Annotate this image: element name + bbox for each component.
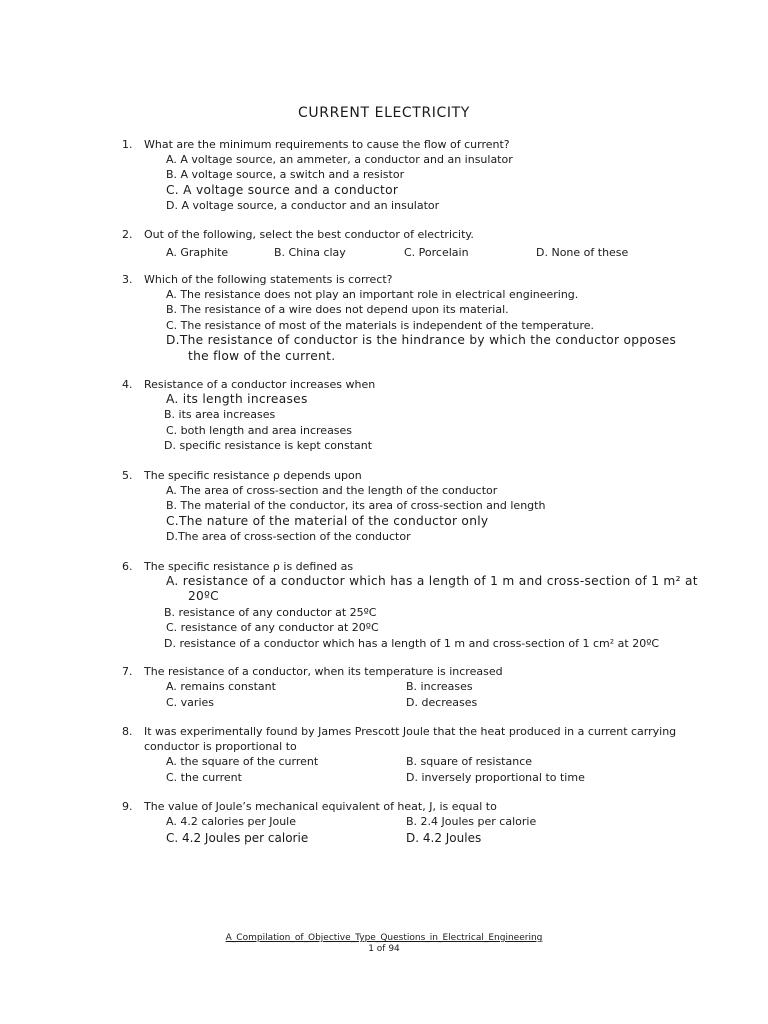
option-c: C. A voltage source and a conductor	[166, 182, 399, 197]
option-d: D. decreases	[406, 696, 478, 709]
option-b: B. 2.4 Joules per calorie	[406, 815, 537, 828]
question-text: The specific resistance ρ depends upon	[144, 469, 362, 482]
option-a: A. A voltage source, an ammeter, a conductor and an insulator	[166, 153, 513, 166]
option-d: D. 4.2 Joules	[406, 831, 482, 845]
option-c: C. varies	[166, 696, 215, 709]
question-6	[122, 559, 698, 651]
option-c: C. the current	[166, 771, 242, 784]
question-7	[122, 664, 692, 711]
question-number: 8.	[122, 725, 133, 738]
option-d: D. inversely proportional to time	[406, 771, 585, 784]
question-2	[122, 227, 692, 261]
option-a: A. The resistance does not play an important role in electrical engineering.	[166, 288, 579, 301]
option-b: B. China clay	[274, 246, 346, 259]
option-b: B. resistance of any conductor at 25ºC	[164, 605, 377, 619]
question-number: 3.	[122, 273, 133, 286]
option-b: B. The material of the conductor, its area of cross-section and length	[166, 499, 546, 513]
option-d: D. A voltage source, a conductor and an insulator	[166, 199, 440, 213]
option-b: B. The resistance of a wire does not depend upon its material.	[166, 303, 509, 317]
question-number: 2.	[122, 228, 133, 241]
question-1	[122, 137, 692, 214]
option-a: A. its length increases	[166, 392, 308, 406]
question-text: What are the minimum requirements to cause the flow of current?	[144, 138, 510, 151]
question-number: 5.	[122, 469, 133, 482]
question-3	[122, 272, 692, 364]
page-number: 1 of 94	[368, 944, 400, 954]
option-b: B. increases	[406, 680, 473, 693]
option-c: C. The resistance of most of the materials is independent of the temperature.	[166, 318, 595, 332]
option-a: A. Graphite	[166, 246, 229, 259]
question-text: The resistance of a conductor, when its temperature is increased	[144, 665, 503, 678]
option-b: B. its area increases	[164, 408, 276, 422]
option-c: C. resistance of any conductor at 20ºC	[166, 621, 379, 635]
question-4	[122, 377, 692, 454]
question-8	[122, 724, 692, 786]
option-a: A. 4.2 calories per Joule	[166, 815, 297, 828]
question-5	[122, 468, 692, 545]
question-text: Out of the following, select the best conductor of electricity.	[144, 228, 474, 241]
question-text: The value of Joule’s mechanical equivalent of heat, J, is equal to	[144, 800, 497, 813]
option-a: A. The area of cross-section and the length of the conductor	[166, 484, 498, 497]
option-c: C. 4.2 Joules per calorie	[166, 831, 309, 845]
option-c: C.The nature of the material of the conductor only	[166, 513, 489, 528]
option-c: C. both length and area increases	[166, 423, 353, 437]
option-b: B. square of resistance	[406, 755, 533, 768]
option-d: D.The area of cross-section of the conductor	[166, 530, 411, 544]
option-d: D.The resistance of conductor is the hindrance by which the conductor opposes the flow of the current.	[166, 333, 677, 363]
question-number: 9.	[122, 800, 133, 813]
question-number: 7.	[122, 665, 133, 678]
footer-document-title: A_Compilation_of_Objective_Type_Questions_in_Electrical_Engineering	[225, 933, 543, 943]
question-9	[122, 799, 692, 846]
option-d: D. resistance of a conductor which has a length of 1 m and cross-section of 1 cm² at 20ºC	[164, 636, 660, 650]
option-d: D. None of these	[536, 246, 629, 259]
option-c: C. Porcelain	[404, 246, 469, 259]
option-b: B. A voltage source, a switch and a resistor	[166, 168, 405, 182]
question-text: Resistance of a conductor increases when	[144, 378, 376, 391]
page-title: CURRENT ELECTRICITY	[298, 105, 470, 121]
option-a: A. remains constant	[166, 680, 276, 693]
option-a: A. the square of the current	[166, 755, 319, 768]
question-number: 6.	[122, 560, 133, 573]
question-text: Which of the following statements is correct?	[144, 273, 393, 286]
option-a: A. resistance of a conductor which has a length of 1 m and cross-section of 1 m² at 20ºC	[166, 574, 698, 604]
page-footer	[0, 933, 768, 955]
question-text: The specific resistance ρ is defined as	[144, 560, 354, 573]
option-d: D. specific resistance is kept constant	[164, 439, 373, 453]
question-number: 4.	[122, 378, 133, 391]
question-number: 1.	[122, 138, 133, 151]
question-text: It was experimentally found by James Prescott Joule that the heat produced in a current carrying conductor is proportional to	[144, 725, 677, 753]
